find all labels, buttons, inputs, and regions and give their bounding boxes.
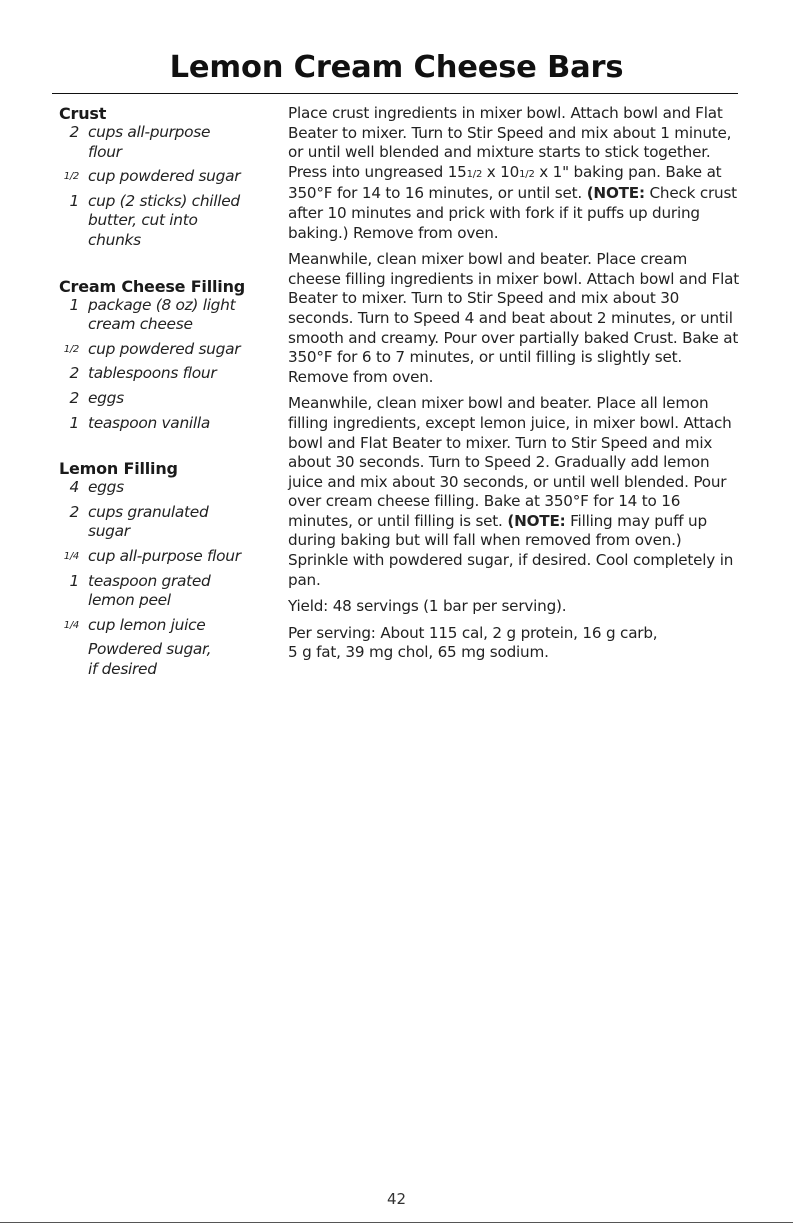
ingredient-qty: 1/4 <box>63 550 79 562</box>
method-paragraph: Meanwhile, clean mixer bowl and beater. Place cream cheese filling ingredients in mixer bowl. Attach bowl and Flat Beater to mixer. Turn to Stir Speed and mix about 30 seconds. Turn to Speed 4 and beat about 2 minutes, or until smooth and creamy. Pour over partially baked Crust. Bake at 350°F for 6 to 7 minutes, or until filling is slightly set. Remove from oven. <box>288 250 739 386</box>
ingredient-item <box>59 389 274 409</box>
method-text: Check crust after 10 minutes and prick with fork if it puffs up during baking.) Remove from oven. <box>288 184 737 242</box>
ingredient-qty: 1 <box>69 295 79 314</box>
section-heading-crust: Crust <box>59 104 107 123</box>
method-paragraph <box>288 394 743 590</box>
ingredient-item <box>59 547 274 567</box>
ingredient-text: package (8 oz) light <box>88 295 236 314</box>
ingredient-text: teaspoon grated <box>88 571 211 590</box>
ingredient-item <box>59 123 274 162</box>
page-title: Lemon Cream Cheese Bars <box>169 50 624 85</box>
note-label: (NOTE: <box>586 184 645 203</box>
ingredient-item <box>59 364 274 384</box>
ingredient-qty: 2 <box>69 364 79 383</box>
ingredient-text: Powdered sugar, <box>88 640 212 659</box>
note-label: (NOTE: <box>507 511 566 530</box>
ingredient-text: cream cheese <box>88 315 193 334</box>
ingredient-qty: 1 <box>69 571 79 590</box>
ingredient-qty: 1/2 <box>63 343 79 355</box>
ingredient-text: teaspoon vanilla <box>88 413 210 432</box>
ingredient-qty: 4 <box>69 478 79 497</box>
section-heading-lemon-filling: Lemon Filling <box>59 459 178 479</box>
ingredient-text: eggs <box>88 388 124 407</box>
ingredient-text: butter, cut into <box>88 211 198 230</box>
ingredient-item <box>59 192 274 251</box>
page-number: 42 <box>386 1190 407 1208</box>
ingredient-item <box>59 640 274 679</box>
fraction-text: 1/2 <box>519 168 535 180</box>
ingredient-qty: 2 <box>69 123 79 141</box>
ingredient-qty: 1 <box>69 191 79 210</box>
ingredient-item <box>59 572 274 611</box>
ingredient-text: lemon peel <box>88 591 171 610</box>
title-divider <box>52 93 738 94</box>
method-text: Place crust ingredients in mixer bowl. Attach bowl and Flat Beater to mixer. Turn to Stir Speed and mix about 1 minute, or until well blended and mixture starts to stick together. Press into ungreased 15 <box>288 104 732 181</box>
ingredient-text: cup lemon juice <box>88 615 206 634</box>
ingredient-qty: 1/2 <box>63 171 79 183</box>
method-text: x 10 <box>482 162 520 181</box>
ingredient-text: sugar <box>88 522 130 541</box>
method-paragraph <box>288 104 743 243</box>
ingredient-text: tablespoons flour <box>88 364 217 383</box>
fraction-text: 1/2 <box>466 168 483 180</box>
ingredient-text: eggs <box>88 478 124 497</box>
section-heading-cream-cheese-filling: Cream Cheese Filling <box>59 276 246 296</box>
method-column <box>288 104 743 670</box>
nutrition-line: Per serving: About 115 cal, 2 g protein, 16 g carb, <box>288 623 658 642</box>
method-text: Meanwhile, clean mixer bowl and beater. Place all lemon filling ingredients, except lemon juice, in mixer bowl. Attach bowl and Flat Beater to mixer. Turn to Stir Speed and mix about 30 seconds. Turn to Speed 2. Gradually add lemon juice and mix about 30 seconds, or until well blended. Pour over cream cheese filling. Bake at 350°F for 14 to 16 minutes, or until filling is set. <box>288 394 732 530</box>
method-text: x 1" baking pan. Bake at 350°F for 14 to 16 minutes, or until set. <box>288 162 722 203</box>
nutrition-text <box>288 624 743 663</box>
ingredient-item <box>59 414 274 434</box>
ingredient-item <box>59 478 274 498</box>
nutrition-line: 5 g fat, 39 mg chol, 65 mg sodium. <box>288 643 549 662</box>
method-text: Filling may puff up during baking but will fall when removed from oven.) Sprinkle with powdered sugar, if desired. Cool completely in pan. <box>288 511 734 589</box>
ingredient-text: flour <box>88 142 122 161</box>
ingredient-qty: 2 <box>69 502 79 521</box>
ingredient-item <box>59 167 274 187</box>
yield-text: Yield: 48 servings (1 bar per serving). <box>288 597 567 616</box>
ingredient-item <box>59 340 274 360</box>
ingredient-qty: 1/4 <box>63 619 79 631</box>
ingredient-text: cup powdered sugar <box>88 167 241 186</box>
ingredient-item <box>59 503 274 542</box>
ingredient-text: cup all-purpose flour <box>88 546 241 565</box>
ingredient-text: cup (2 sticks) chilled <box>88 191 240 210</box>
bottom-divider <box>0 1222 793 1223</box>
ingredient-text: cups granulated <box>88 502 209 521</box>
ingredient-qty: 2 <box>69 388 79 407</box>
ingredient-text: if desired <box>88 659 157 678</box>
ingredient-item <box>59 616 274 636</box>
ingredient-item <box>59 296 274 335</box>
ingredient-qty: 1 <box>69 413 79 432</box>
ingredient-text: chunks <box>88 230 141 249</box>
ingredient-text: cups all-purpose <box>88 123 211 141</box>
ingredient-text: cup powdered sugar <box>88 339 241 358</box>
ingredients-column <box>59 104 274 679</box>
